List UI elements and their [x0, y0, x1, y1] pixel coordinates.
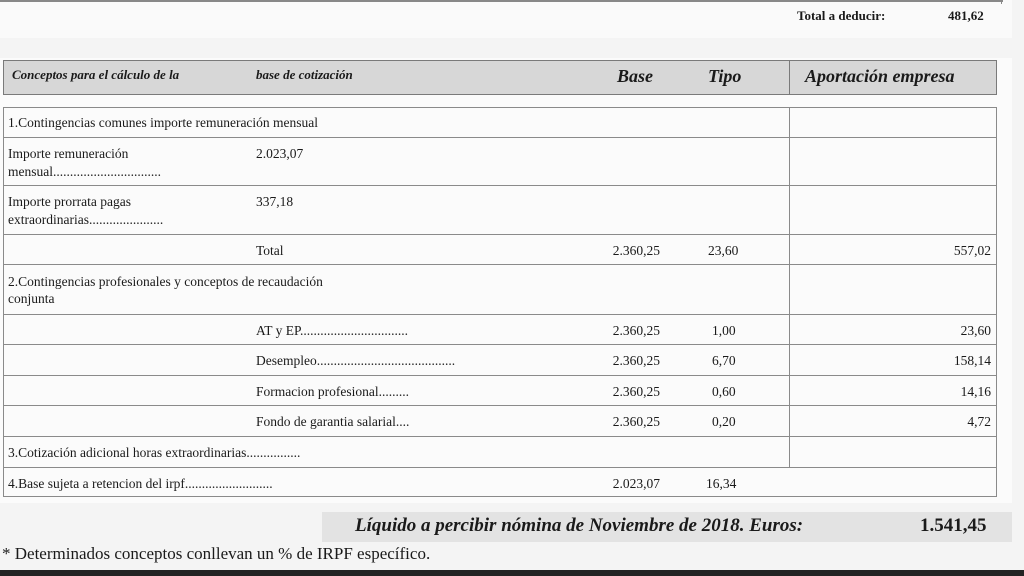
- column-divider: [789, 345, 790, 376]
- column-divider: [789, 376, 790, 406]
- table-row: [3, 406, 997, 437]
- table-row: [3, 315, 997, 345]
- section-title-contingencias-comunes: 1.Contingencias comunes importe remuneración mensual: [8, 115, 319, 130]
- fondo-garantia-aportacion: 4,72: [967, 414, 991, 429]
- irpf-base: 2.023,07: [612, 476, 660, 491]
- table-row: [3, 235, 997, 265]
- header-base-cotizacion: base de cotización: [256, 67, 353, 82]
- column-divider: [789, 107, 790, 138]
- at-ep-label: AT y EP................................: [256, 323, 409, 338]
- column-divider: [789, 315, 790, 345]
- formacion-label: Formacion profesional.........: [256, 384, 409, 399]
- header-concepts: Conceptos para el cálculo de la: [12, 67, 180, 82]
- summary-top-rule-tick: [1001, 0, 1002, 4]
- at-ep-tipo: 1,00: [712, 323, 736, 338]
- at-ep-base: 2.360,25: [612, 323, 660, 338]
- table-row: [3, 376, 997, 406]
- remuneracion-label-line2: mensual................................: [8, 164, 161, 179]
- footnote: * Determinados conceptos conllevan un % de IRPF específico.: [2, 544, 431, 563]
- prorrata-value: 337,18: [256, 194, 294, 209]
- fondo-garantia-label: Fondo de garantia salarial....: [256, 414, 410, 429]
- total-base: 2.360,25: [612, 243, 660, 258]
- section-title-horas-extraordinarias: 3.Cotización adicional horas extraordinarias................: [8, 445, 301, 460]
- desempleo-base: 2.360,25: [612, 353, 660, 368]
- summary-top-rule: [0, 0, 1003, 2]
- irpf-tipo: 16,34: [706, 476, 737, 491]
- column-divider: [789, 265, 790, 315]
- column-divider: [789, 235, 790, 265]
- total-aportacion: 557,02: [953, 243, 991, 258]
- column-divider: [789, 406, 790, 437]
- desempleo-aportacion: 158,14: [953, 353, 991, 368]
- header-divider: [789, 60, 790, 95]
- bottom-edge-bar: [0, 570, 1024, 576]
- remuneracion-label-line1: Importe remuneración: [8, 146, 129, 161]
- formacion-aportacion: 14,16: [960, 384, 991, 399]
- desempleo-label: Desempleo.........................................: [256, 353, 456, 368]
- total-label: Total: [256, 243, 284, 258]
- total-deducir-label: Total a deducir:: [797, 8, 886, 23]
- header-aportacion-empresa: Aportación empresa: [805, 66, 955, 86]
- formacion-base: 2.360,25: [612, 384, 660, 399]
- fondo-garantia-tipo: 0,20: [712, 414, 736, 429]
- table-row: [3, 345, 997, 376]
- liquido-value: 1.541,45: [920, 515, 987, 536]
- total-tipo: 23,60: [708, 243, 739, 258]
- irpf-label: 4.Base sujeta a retencion del irpf..........................: [8, 476, 273, 491]
- header-base: Base: [617, 66, 653, 86]
- at-ep-aportacion: 23,60: [960, 323, 991, 338]
- column-divider: [789, 186, 790, 235]
- column-divider: [789, 437, 790, 468]
- column-divider: [789, 138, 790, 186]
- fondo-garantia-base: 2.360,25: [612, 414, 660, 429]
- prorrata-label-line2: extraordinarias......................: [8, 212, 164, 227]
- section-title-contingencias-profesionales-line2: conjunta: [8, 291, 55, 306]
- formacion-tipo: 0,60: [712, 384, 736, 399]
- section-title-contingencias-profesionales-line1: 2.Contingencias profesionales y conceptos de recaudación: [8, 274, 323, 289]
- remuneracion-value: 2.023,07: [256, 146, 304, 161]
- prorrata-label-line1: Importe prorrata pagas: [8, 194, 131, 209]
- total-deducir-value: 481,62: [948, 8, 984, 23]
- liquido-label: Líquido a percibir nómina de Noviembre de 2018. Euros:: [355, 515, 804, 536]
- desempleo-tipo: 6,70: [712, 353, 736, 368]
- header-tipo: Tipo: [708, 66, 742, 86]
